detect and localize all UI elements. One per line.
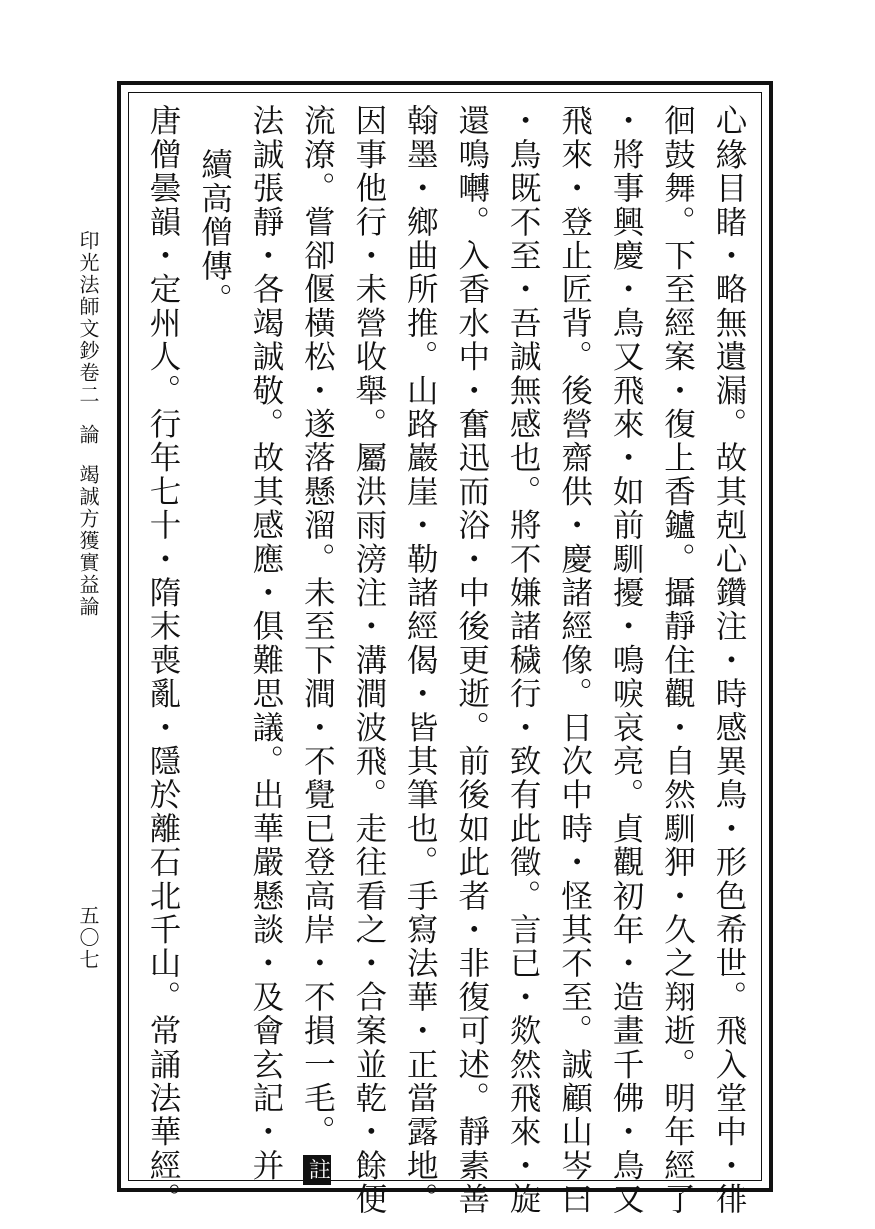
section-label: 論 — [76, 424, 100, 446]
text-column-2: 徊鼓舞。下至經案・復上香鑪。攝靜住觀・自然馴狎・久之翔逝。明年經了 — [659, 104, 696, 1217]
text-column-8: 因事他行・未營收舉。屬洪雨滂注・溝澗波飛。走往看之・合案並乾・餘便 — [350, 104, 387, 1217]
margin-title — [74, 230, 103, 618]
text-column-11: 續高僧傳。 — [196, 148, 233, 317]
text-column-3: ・將事興慶・鳥又飛來・如前馴擾・鳴唳哀亮。貞觀初年・造畫千佛・鳥又 — [608, 104, 645, 1217]
text-column-12: 唐僧曇韻・定州人。行年七十・隋末喪亂・隱於離石北千山。常誦法華經。 — [145, 104, 181, 1217]
text-column-9 — [294, 104, 340, 1182]
essay-title: 竭誠方獲實益論 — [76, 464, 100, 618]
text-column-1: 心緣目睹・略無遺漏。故其剋心鑽注・時感異鳥・形色希世。飛入堂中・徘 — [710, 104, 747, 1217]
book-title: 印光法師文鈔卷二 — [76, 230, 100, 406]
text-column-10: 法誠張靜・各竭誠敬。故其感應・俱難思議。出華嚴懸談・及會玄記・并 — [247, 104, 284, 1183]
text-column-5: ・鳥既不至・吾誠無感也。將不嫌諸穢行・致有此徵。言已・欻然飛來・旋 — [505, 104, 542, 1217]
text-column-9-text: 流潦。嘗卻偃橫松・遂落懸溜。未至下澗・不覺已登高岸・不損一毛。 — [299, 104, 336, 1149]
page-number: 五〇七 — [76, 905, 100, 971]
text-column-7: 翰墨・鄉曲所推。山路巖崖・勒諸經偈・皆其筆也。手寫法華・正當露地。 — [402, 104, 439, 1217]
text-column-6: 還鳴囀。入香水中・奮迅而浴・中後更逝。前後如此者・非復可述。靜素善 — [453, 104, 490, 1217]
annotation-marker: 註 — [303, 1155, 331, 1185]
main-text — [134, 104, 758, 1217]
text-column-4: 飛來・登止匠背。後營齋供・慶諸經像。日次中時・怪其不至。誠顧山岑曰 — [556, 104, 593, 1217]
